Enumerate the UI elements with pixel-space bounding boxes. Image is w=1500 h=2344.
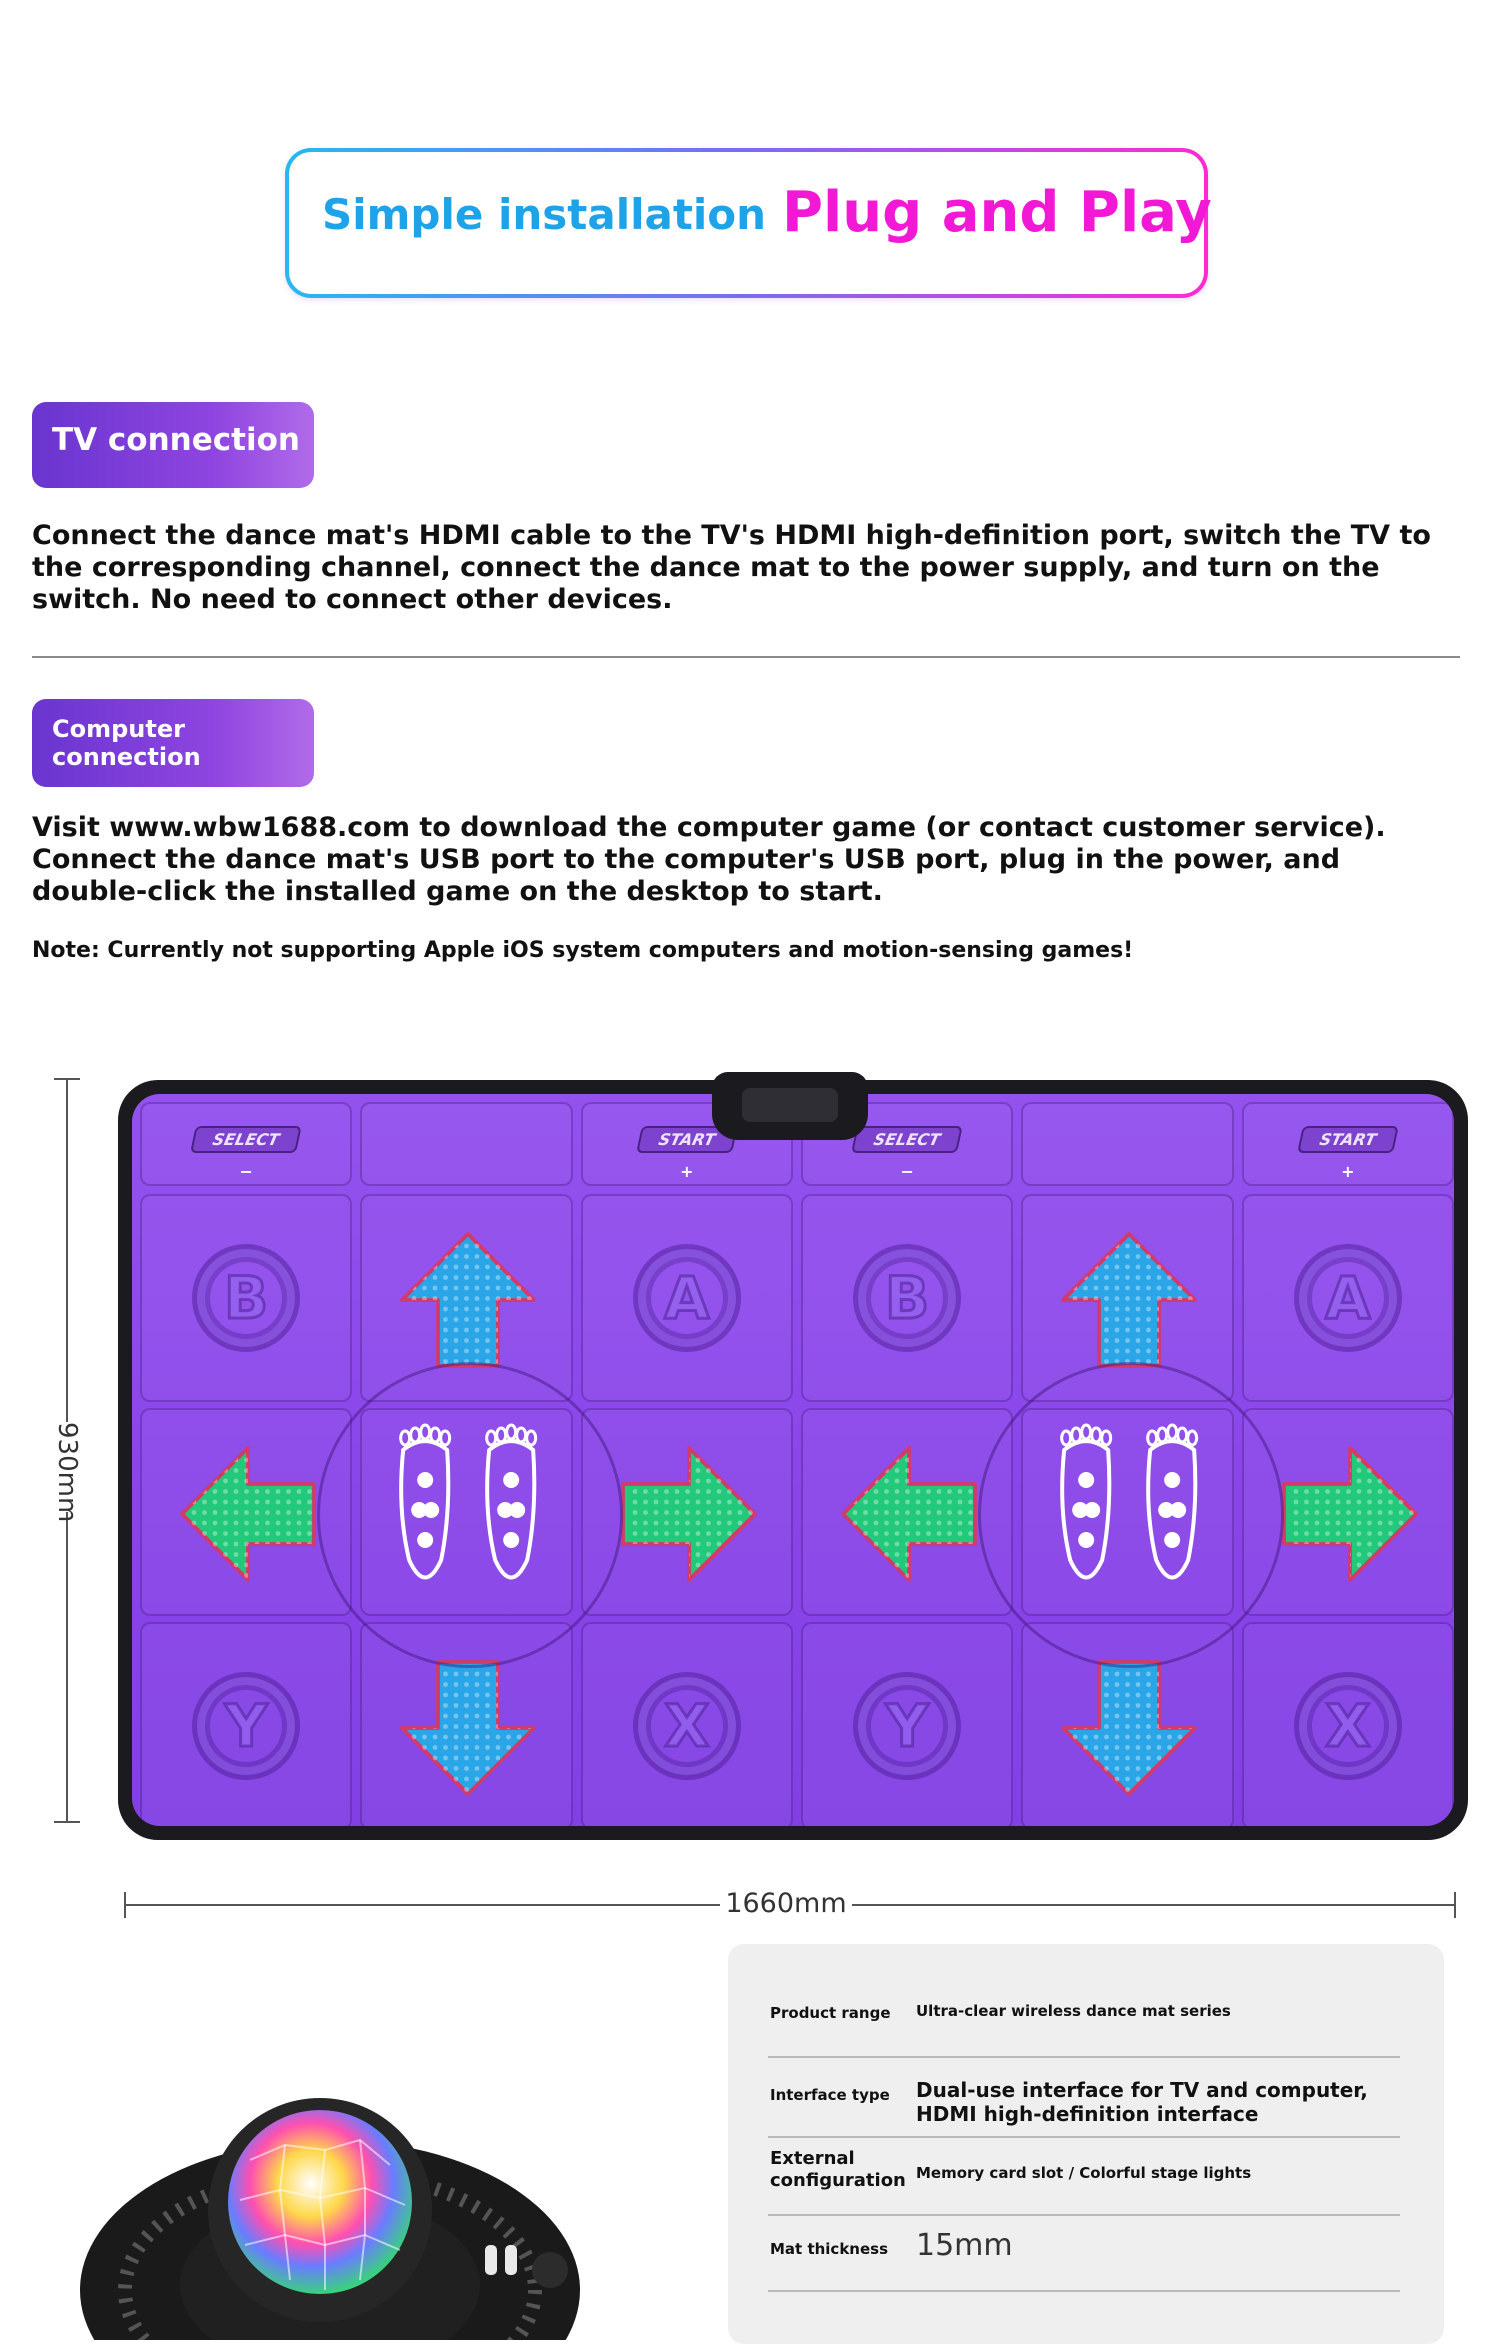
mat-top-cell xyxy=(1242,1102,1454,1186)
mat-pad-cell xyxy=(1242,1622,1454,1826)
dance-mat xyxy=(118,1080,1468,1840)
mat-top-label: START xyxy=(636,1126,738,1153)
button-y-icon: Y xyxy=(853,1672,961,1780)
banner-right-text: Plug and Play xyxy=(782,180,1212,245)
width-dimension-tick-left xyxy=(124,1892,126,1918)
arrow-left-icon xyxy=(834,1439,984,1589)
arrow-right-icon xyxy=(1275,1439,1425,1589)
button-x-icon: X xyxy=(1294,1672,1402,1780)
mat-top-sign: + xyxy=(1341,1162,1355,1181)
height-dimension-label: 930mm xyxy=(52,1422,82,1523)
tv-connection-text: Connect the dance mat's HDMI cable to the TV's HDMI high-definition port, switch the TV to the corresponding channel, connect the dance mat to the power supply, and turn on the switch. No need to connect other devices. xyxy=(32,520,1431,615)
width-dimension-label: 1660mm xyxy=(720,1888,852,1919)
computer-connection-badge: Computer connection xyxy=(32,699,314,787)
mat-top-cell xyxy=(1021,1102,1233,1186)
spec-divider xyxy=(768,2056,1400,2058)
arrow-down-icon xyxy=(393,1653,543,1803)
mat-top-label: SELECT xyxy=(190,1126,302,1153)
spec-value: Memory card slot / Colorful stage lights xyxy=(916,2164,1252,2182)
center-ring xyxy=(317,1362,623,1668)
mat-top-cell xyxy=(360,1102,572,1186)
spec-label: Product range xyxy=(770,2004,891,2022)
height-dimension-tick-bottom xyxy=(54,1821,80,1823)
mat-top-cell xyxy=(140,1102,352,1186)
center-ring xyxy=(978,1362,1284,1668)
mat-pad-cell xyxy=(140,1194,352,1402)
dance-mat-surface xyxy=(132,1094,1454,1826)
button-a-icon: A xyxy=(1294,1244,1402,1352)
section-divider xyxy=(32,656,1460,658)
mat-pad-cell xyxy=(1242,1194,1454,1402)
button-x-icon: X xyxy=(633,1672,741,1780)
mat-top-sign: + xyxy=(680,1162,694,1181)
spec-value: Ultra-clear wireless dance mat series xyxy=(916,2002,1231,2020)
mat-pad-cell xyxy=(581,1194,793,1402)
mat-pad-cell xyxy=(801,1622,1013,1826)
button-y-icon: Y xyxy=(192,1672,300,1780)
arrow-down-icon xyxy=(1054,1653,1204,1803)
height-dimension-tick-top xyxy=(54,1078,80,1080)
mat-connector-hub xyxy=(712,1072,868,1140)
spec-label: Interface type xyxy=(770,2086,890,2104)
mat-top-label: SELECT xyxy=(851,1126,963,1153)
mat-top-sign: − xyxy=(239,1162,253,1181)
computer-connection-text: Visit www.wbw1688.com to download the computer game (or contact customer service). Connect the dance mat's USB port to the computer's USB port, plug in the power, and double-click the installed game on the desktop to start. xyxy=(32,812,1386,907)
arrow-left-icon xyxy=(173,1439,323,1589)
spec-divider xyxy=(768,2136,1400,2138)
tv-connection-badge: TV connection xyxy=(32,402,314,488)
stage-light-illustration xyxy=(80,2040,640,2340)
arrow-up-icon xyxy=(1054,1225,1204,1375)
mat-pad-cell xyxy=(801,1194,1013,1402)
mat-top-label: START xyxy=(1297,1126,1399,1153)
spec-label: Mat thickness xyxy=(770,2240,889,2258)
spec-label: External configuration xyxy=(770,2148,906,2191)
mat-pad-cell xyxy=(581,1622,793,1826)
width-dimension-tick-right xyxy=(1454,1892,1456,1918)
compatibility-note: Note: Currently not supporting Apple iOS system computers and motion-sensing games! xyxy=(32,938,1134,963)
button-b-icon: B xyxy=(192,1244,300,1352)
button-a-icon: A xyxy=(633,1244,741,1352)
spec-value: Dual-use interface for TV and computer, HDMI high-definition interface xyxy=(916,2078,1368,2126)
spec-divider xyxy=(768,2214,1400,2216)
mat-top-sign: − xyxy=(900,1162,914,1181)
banner-left-text: Simple installation xyxy=(322,190,767,239)
spec-value: 15mm xyxy=(916,2228,1013,2263)
mat-pad-cell xyxy=(140,1622,352,1826)
arrow-right-icon xyxy=(614,1439,764,1589)
spec-divider xyxy=(768,2290,1400,2292)
arrow-up-icon xyxy=(393,1225,543,1375)
stage-light-device xyxy=(80,2040,640,2340)
button-b-icon: B xyxy=(853,1244,961,1352)
